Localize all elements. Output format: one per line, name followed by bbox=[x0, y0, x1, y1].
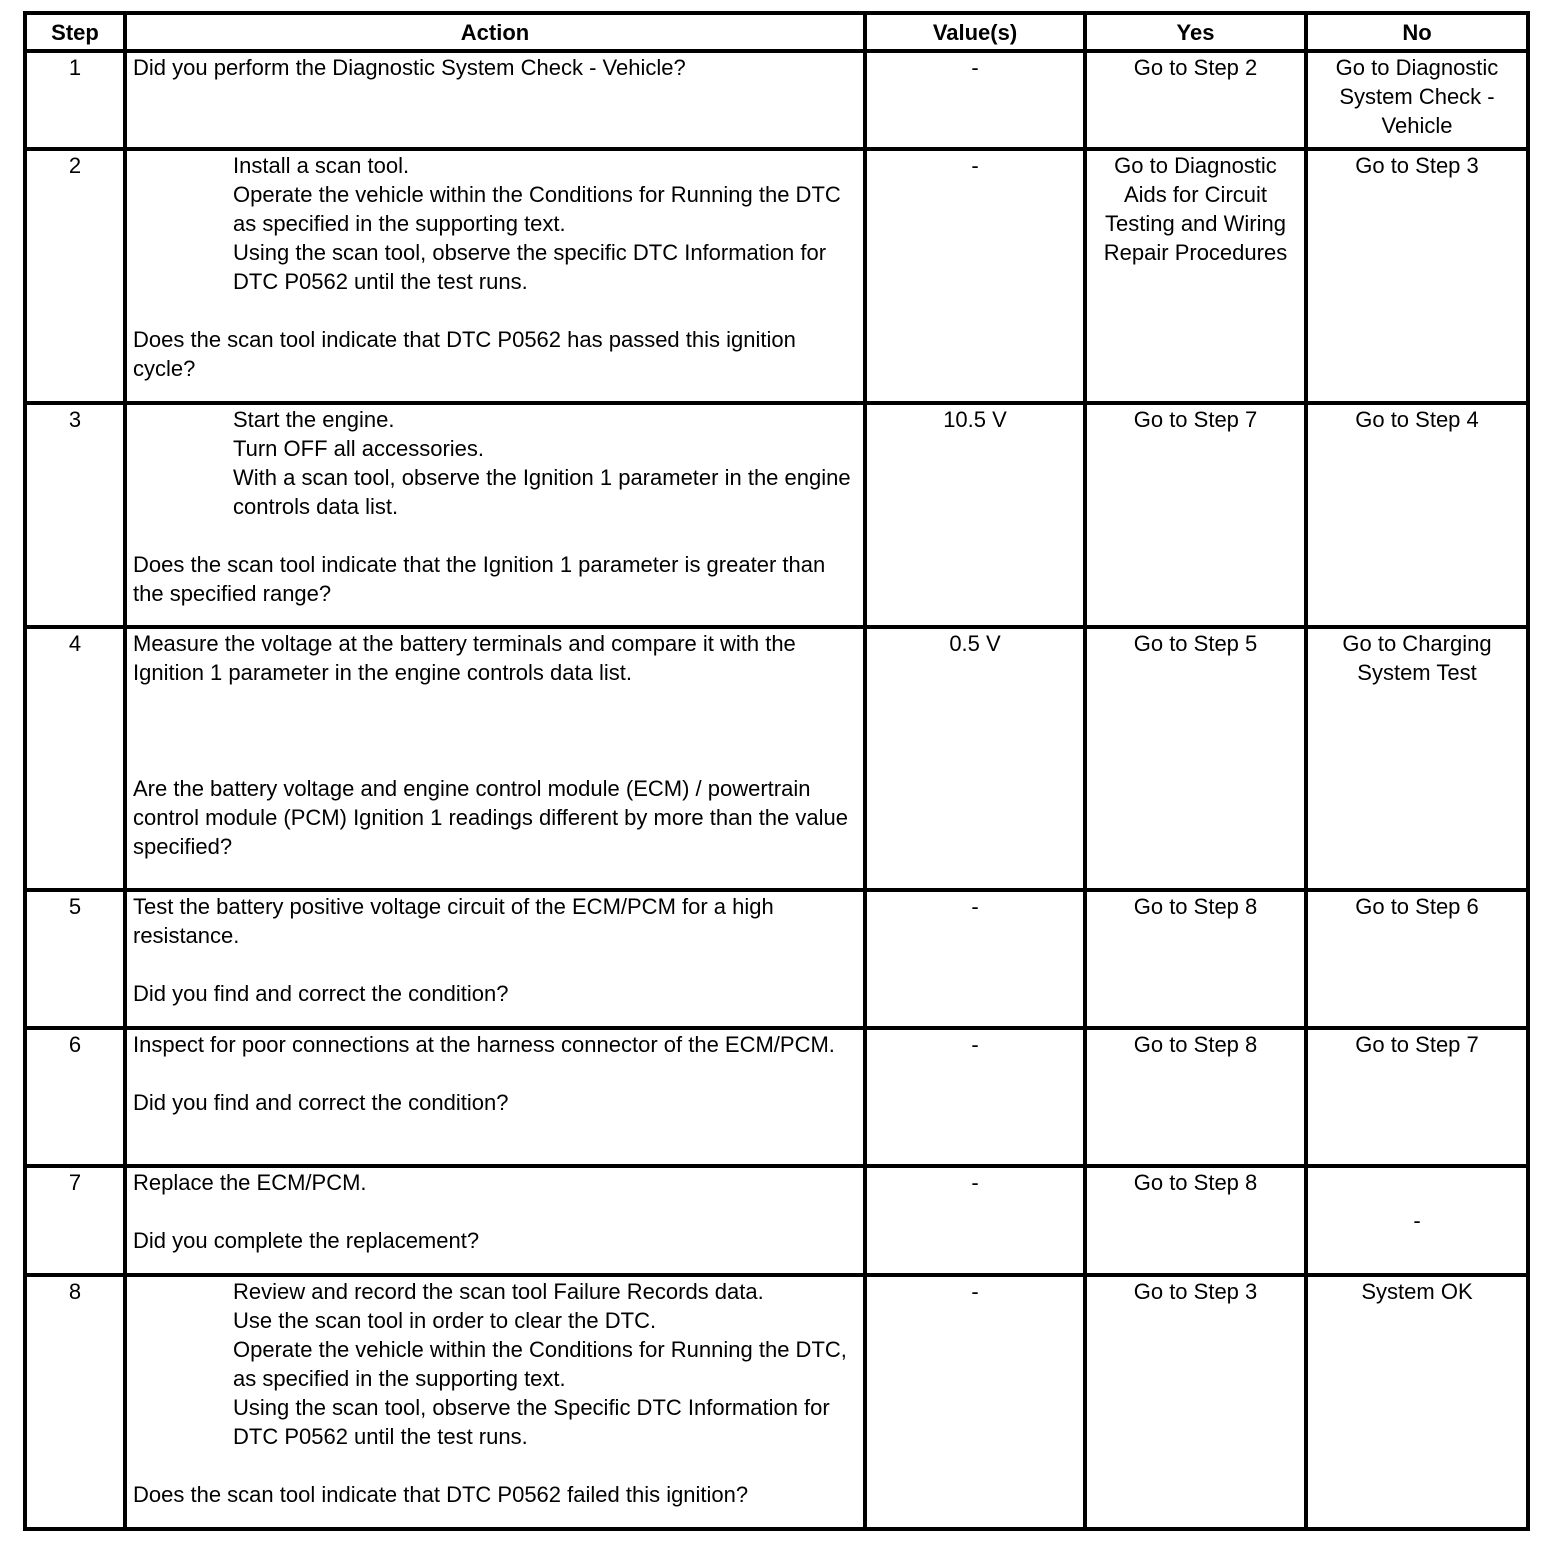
step-number: 6 bbox=[25, 1028, 125, 1166]
no-cell: Go to Charging System Test bbox=[1306, 627, 1528, 890]
step-number: 7 bbox=[25, 1166, 125, 1275]
action-substep: Install a scan tool. bbox=[233, 153, 410, 179]
value-cell: 10.5 V bbox=[865, 403, 1085, 627]
action-substep: Review and record the scan tool Failure Records data. bbox=[233, 1279, 764, 1305]
action-question: Does the scan tool indicate that DTC P0562 failed this ignition? bbox=[133, 1482, 749, 1508]
action-cell bbox=[125, 149, 865, 403]
no-cell: Go to Step 3 bbox=[1306, 149, 1528, 403]
table-row bbox=[25, 1028, 1528, 1166]
step-number: 8 bbox=[25, 1275, 125, 1529]
action-question: Are the battery voltage and engine control module (ECM) / powertrain control module (PCM) Ignition 1 readings different by more than the value specified? bbox=[133, 776, 848, 860]
action-substep: Start the engine. bbox=[233, 406, 395, 432]
action-question: Did you complete the replacement? bbox=[133, 1228, 480, 1254]
yes-cell: Go to Step 3 bbox=[1085, 1275, 1306, 1529]
no-cell: Go to Step 4 bbox=[1306, 403, 1528, 627]
action-cell bbox=[125, 1275, 865, 1529]
action-intro: Measure the voltage at the battery terminals and compare it with the Ignition 1 parameter in the engine controls data list. bbox=[133, 631, 796, 686]
action-substep: Using the scan tool, observe the specific DTC Information for DTC P0562 until the test runs. bbox=[233, 240, 827, 295]
no-cell: Go to Diagnostic System Check - Vehicle bbox=[1306, 51, 1528, 149]
action-question: Does the scan tool indicate that the Ignition 1 parameter is greater than the specified range? bbox=[133, 551, 826, 606]
action-question: Did you find and correct the condition? bbox=[133, 980, 509, 1006]
value-cell: - bbox=[865, 1028, 1085, 1166]
table-row bbox=[25, 51, 1528, 149]
action-intro: Test the battery positive voltage circuit of the ECM/PCM for a high resistance. bbox=[133, 893, 774, 948]
action-cell bbox=[125, 627, 865, 890]
diagnostic-table bbox=[23, 11, 1530, 1531]
no-cell: Go to Step 7 bbox=[1306, 1028, 1528, 1166]
action-cell bbox=[125, 1028, 865, 1166]
yes-cell: Go to Step 8 bbox=[1085, 1166, 1306, 1275]
step-number: 4 bbox=[25, 627, 125, 890]
action-question: Did you find and correct the condition? bbox=[133, 1089, 509, 1115]
value-cell: 0.5 V bbox=[865, 627, 1085, 890]
yes-cell: Go to Step 5 bbox=[1085, 627, 1306, 890]
action-question: Does the scan tool indicate that DTC P0562 has passed this ignition cycle? bbox=[133, 327, 796, 382]
step-number: 1 bbox=[25, 51, 125, 149]
action-substep: Using the scan tool, observe the Specific DTC Information for DTC P0562 until the test runs. bbox=[233, 1395, 830, 1450]
header-values: Value(s) bbox=[865, 13, 1085, 51]
value-cell: - bbox=[865, 51, 1085, 149]
step-number: 3 bbox=[25, 403, 125, 627]
action-cell bbox=[125, 1166, 865, 1275]
value-cell: - bbox=[865, 890, 1085, 1028]
action-intro: Replace the ECM/PCM. bbox=[133, 1170, 367, 1196]
action-substep: Operate the vehicle within the Conditions for Running the DTC as specified in the supporting text. bbox=[233, 182, 841, 237]
action-substep: Turn OFF all accessories. bbox=[233, 435, 485, 461]
action-substep: Operate the vehicle within the Conditions for Running the DTC, as specified in the supporting text. bbox=[233, 1337, 847, 1392]
value-cell: - bbox=[865, 1275, 1085, 1529]
yes-cell: Go to Step 8 bbox=[1085, 890, 1306, 1028]
header-row bbox=[25, 13, 1528, 51]
no-cell: - bbox=[1306, 1166, 1528, 1275]
table-row bbox=[25, 149, 1528, 403]
yes-cell: Go to Diagnostic Aids for Circuit Testing and Wiring Repair Procedures bbox=[1085, 149, 1306, 403]
yes-cell: Go to Step 8 bbox=[1085, 1028, 1306, 1166]
table-row bbox=[25, 890, 1528, 1028]
table-row bbox=[25, 627, 1528, 890]
action-question: Did you perform the Diagnostic System Check - Vehicle? bbox=[133, 55, 686, 80]
header-step: Step bbox=[25, 13, 125, 51]
table-row bbox=[25, 1275, 1528, 1529]
table-row bbox=[25, 403, 1528, 627]
step-number: 5 bbox=[25, 890, 125, 1028]
yes-cell: Go to Step 2 bbox=[1085, 51, 1306, 149]
header-no: No bbox=[1306, 13, 1528, 51]
table-row bbox=[25, 1166, 1528, 1275]
action-substep: Use the scan tool in order to clear the DTC. bbox=[233, 1308, 657, 1334]
action-substep: With a scan tool, observe the Ignition 1 parameter in the engine controls data list. bbox=[233, 464, 851, 519]
action-intro: Inspect for poor connections at the harness connector of the ECM/PCM. bbox=[133, 1031, 835, 1057]
yes-cell: Go to Step 7 bbox=[1085, 403, 1306, 627]
action-cell bbox=[125, 403, 865, 627]
value-cell: - bbox=[865, 1166, 1085, 1275]
no-cell: Go to Step 6 bbox=[1306, 890, 1528, 1028]
header-yes: Yes bbox=[1085, 13, 1306, 51]
value-cell: - bbox=[865, 149, 1085, 403]
no-cell: System OK bbox=[1306, 1275, 1528, 1529]
step-number: 2 bbox=[25, 149, 125, 403]
action-cell bbox=[125, 51, 865, 149]
action-cell bbox=[125, 890, 865, 1028]
header-action: Action bbox=[125, 13, 865, 51]
